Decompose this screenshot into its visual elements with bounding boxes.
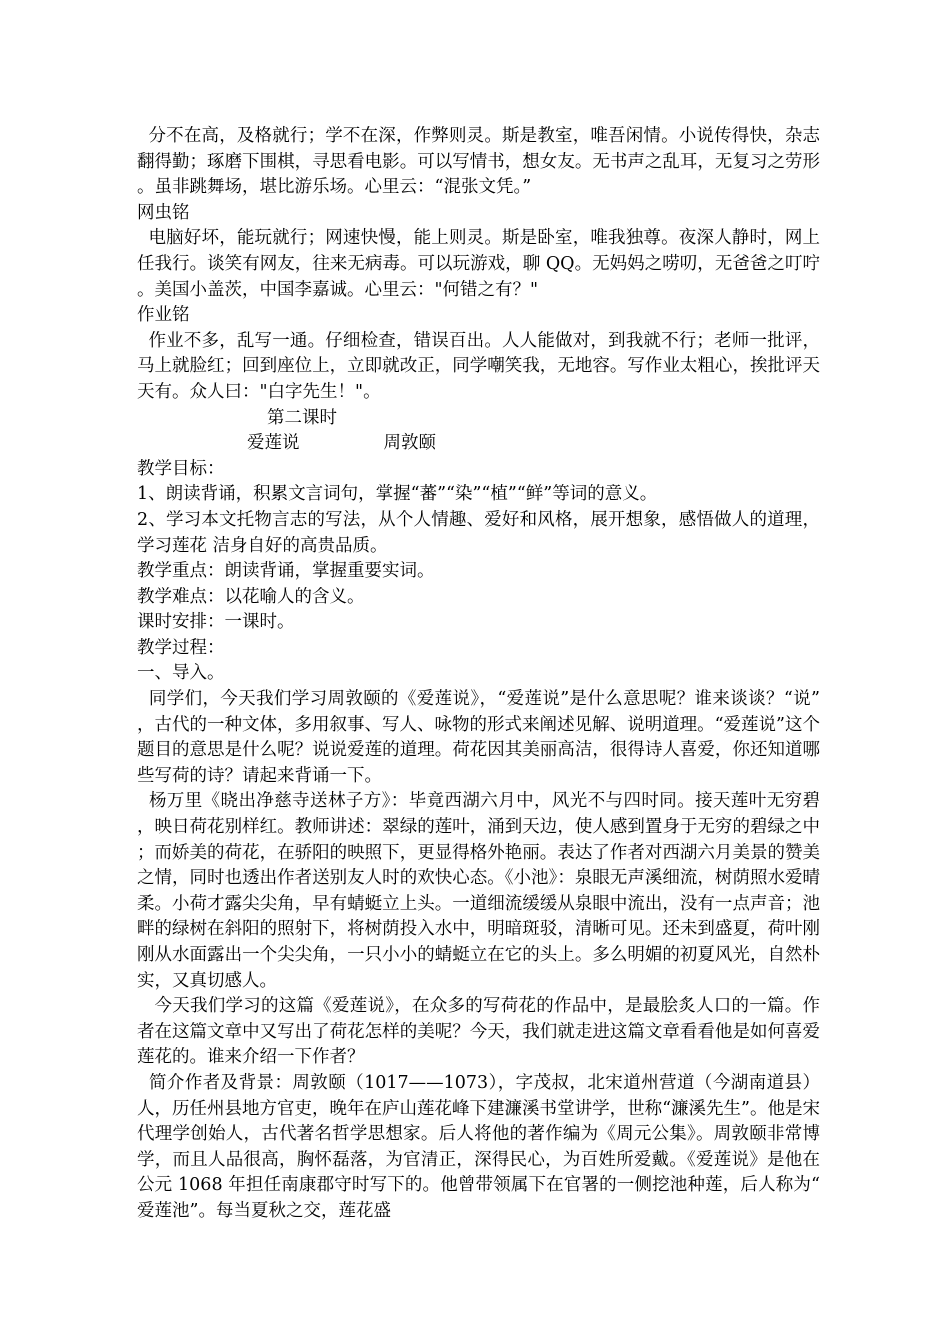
paragraph-intro-2: 今天我们学习的这篇《爱莲说》，在众多的写荷花的作品中，是最脍炙人口的一篇。作者在这篇文章中又写出了荷花怎样的美呢？今天，我们就走进这篇文章看看他是如何喜爱莲花的。谁来介绍一下作者？ (137, 996, 820, 1068)
teaching-goals-heading: 教学目标： (137, 458, 225, 479)
paragraph-net-motto: 电脑好坏，能玩就行；网速快慢，能上则灵。斯是卧室，唯我独尊。夜深人静时，网上任我行。谈笑有网友，往来无病毒。可以玩游戏，聊 QQ。无妈妈之唠叨，无爸爸之叮咛。美国小盖茨，中国李嘉诚。心里云："何错之有？" (137, 228, 820, 300)
teaching-key-point: 教学重点：朗读背诵，掌握重要实词。 (137, 561, 435, 582)
paragraph-poems: 杨万里《晓出净慈寺送林子方》：毕竟西湖六月中，风光不与四时同。接天莲叶无穷碧，映日荷花别样红。教师讲述：翠绿的莲叶，涌到天边，使人感到置身于无穷的碧绿之中；而娇美的荷花，在骄阳的映照下，更显得格外艳丽。表达了作者对西湖六月美景的赞美之情，同时也透出作者送别友人时的欢快心态。《小池》：泉眼无声溪细流，树荫照水爱晴柔。小荷才露尖尖角，早有蜻蜓立上头。一道细流缓缓从泉眼中流出，没有一点声音；池畔的绿树在斜阳的照射下，将树荫投入水中，明暗斑驳，清晰可见。还未到盛夏，荷叶刚刚从水面露出一个尖尖角，一只小小的蜻蜓立在它的头上。多么明媚的初夏风光，自然朴实，又真切感人。 (137, 791, 820, 991)
teaching-difficulty: 教学难点：以花喻人的含义。 (137, 586, 365, 607)
paragraph-study-motto: 分不在高，及格就行；学不在深，作弊则灵。斯是教室，唯吾闲情。小说传得快，杂志翻得勤；琢磨下围棋，寻思看电影。可以写情书，想女友。无书声之乱耳，无复习之劳形。虽非跳舞场，堪比游乐场。心里云：“混张文凭。” (137, 126, 820, 198)
paragraph-homework-motto: 作业不多，乱写一通。仔细检查，错误百出。人人能做对，到我就不行；老师一批评，马上就脸红；回到座位上，立即就改正，同学嘲笑我，无地容。写作业太粗心，挨批评天天有。众人曰："白字先生！"。 (137, 330, 820, 402)
document-page (137, 124, 820, 1225)
teaching-goal-1: 1、朗读背诵，积累文言词句，掌握“蕃”“染”“植”“鲜”等词的意义。 (137, 484, 658, 505)
section-introduction: 一、导入。 (137, 663, 225, 684)
class-schedule: 课时安排：一课时。 (137, 612, 295, 633)
teaching-goal-2: 2、学习本文托物言志的写法，从个人情趣、爱好和风格，展开想象，感悟做人的道理，学习莲花 洁身自好的高贵品质。 (137, 509, 820, 556)
essay-title-line (137, 431, 820, 457)
lesson-title: 第二课时 (267, 407, 337, 428)
heading-net-motto: 网虫铭 (137, 202, 190, 223)
teaching-process-heading: 教学过程： (137, 637, 225, 658)
essay-title: 爱莲说 (247, 433, 300, 454)
paragraph-author-background: 简介作者及背景：周敦颐（1017——1073），字茂叔，北宋道州营道（今湖南道县）人，历任州县地方官吏，晚年在庐山莲花峰下建濂溪书堂讲学，世称“濂溪先生”。他是宋代理学创始人，古代著名哲学思想家。后人将他的著作编为《周元公集》。周敦颐非常博学，而且人品很高，胸怀磊落，为官清正，深得民心，为百姓所爱戴。《爱莲说》是他在公元 1068 年担任南康郡守时写下的。他曾带领属下在官署的一侧挖池种莲，后人称为“爱莲池”。每当夏秋之交，莲花盛 (137, 1072, 820, 1221)
heading-homework-motto: 作业铭 (137, 305, 190, 326)
paragraph-intro-1: 同学们，今天我们学习周敦颐的《爱莲说》，“爱莲说”是什么意思呢？谁来谈谈？“说”，古代的一种文体，多用叙事、写人、咏物的形式来阐述见解、说明道理。“爱莲说”这个题目的意思是什么呢？说说爱莲的道理。荷花因其美丽高洁，很得诗人喜爱，你还知道哪些写荷的诗？请起来背诵一下。 (137, 689, 820, 786)
essay-author: 周敦颐 (383, 433, 436, 454)
